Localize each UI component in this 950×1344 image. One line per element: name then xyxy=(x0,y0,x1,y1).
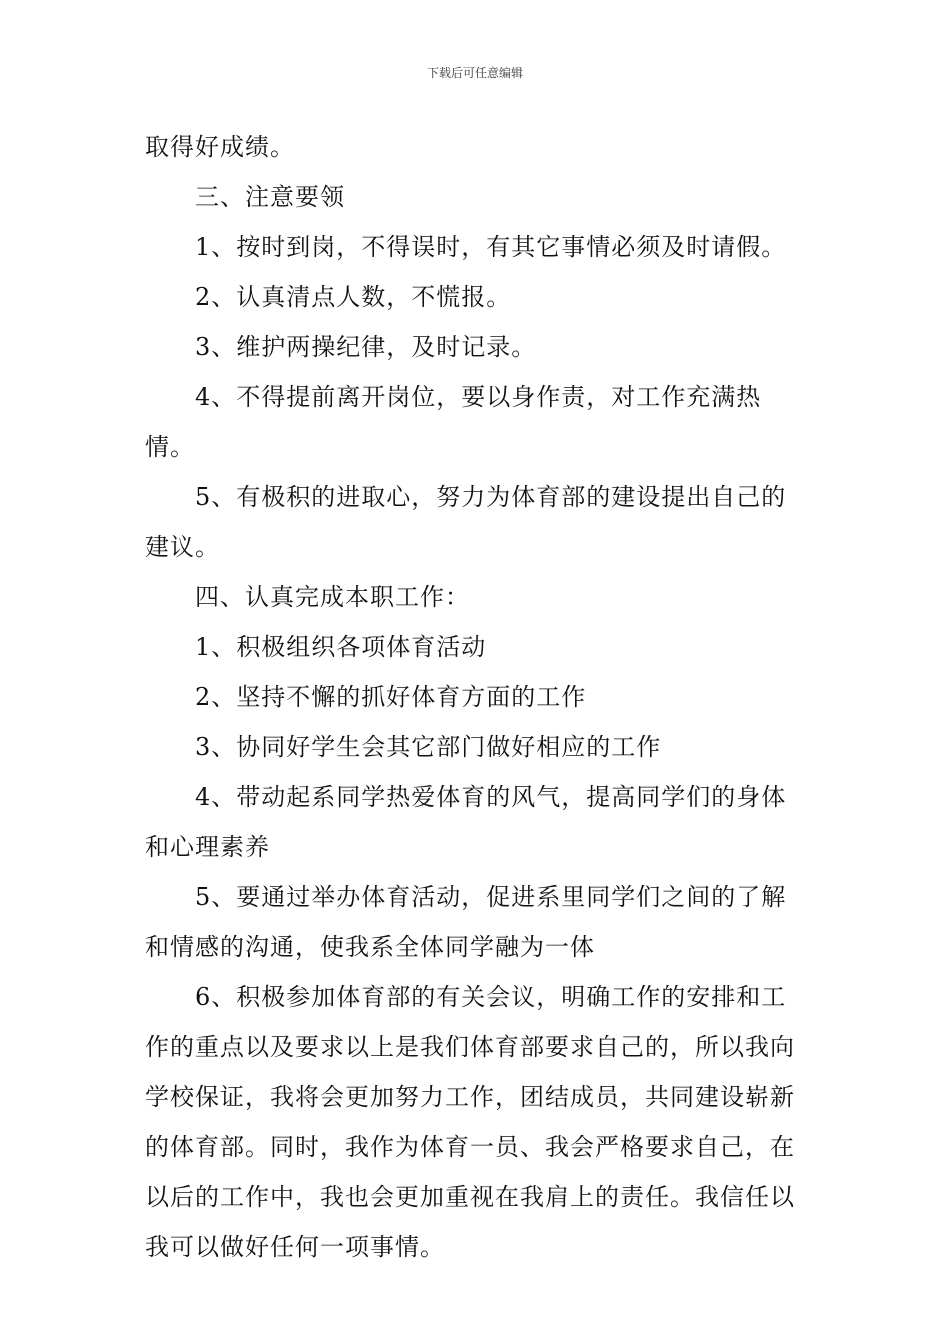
list-item: 5、要通过举办体育活动，促进系里同学们之间的了解和情感的沟通，使我系全体同学融为一体 xyxy=(145,883,787,961)
list-item: 4、不得提前离开岗位，要以身作责，对工作充满热情。 xyxy=(145,383,762,461)
list-item: 3、协同好学生会其它部门做好相应的工作 xyxy=(195,733,662,761)
page-header: 下载后可任意编辑 xyxy=(426,66,523,80)
list-item: 3、维护两操纪律，及时记录。 xyxy=(195,333,537,361)
list-item: 4、带动起系同学热爱体育的风气，提高同学们的身体和心理素养 xyxy=(145,783,787,861)
list-item: 2、坚持不懈的抓好体育方面的工作 xyxy=(195,683,587,711)
section-heading-4: 四、认真完成本职工作： xyxy=(195,583,470,611)
list-item: 6、积极参加体育部的有关会议，明确工作的安排和工作的重点以及要求以上是我们体育部要求自己的，所以我向学校保证，我将会更加努力工作，团结成员，共同建设崭新的体育部。同时，我作为体育一员、我会严格要求自己，在以后的工作中，我也会更加重视在我肩上的责任。我信任以我可以做好任何一项事情。 xyxy=(145,983,795,1261)
list-item: 1、积极组织各项体育活动 xyxy=(195,633,487,661)
section-heading-3: 三、注意要领 xyxy=(195,183,345,211)
list-item: 1、按时到岗，不得误时，有其它事情必须及时请假。 xyxy=(195,233,787,261)
paragraph-continuation: 取得好成绩。 xyxy=(145,133,295,161)
list-item: 5、有极积的进取心，努力为体育部的建设提出自己的建议。 xyxy=(145,483,787,561)
document-body xyxy=(145,122,810,1272)
list-item: 2、认真清点人数，不慌报。 xyxy=(195,283,512,311)
